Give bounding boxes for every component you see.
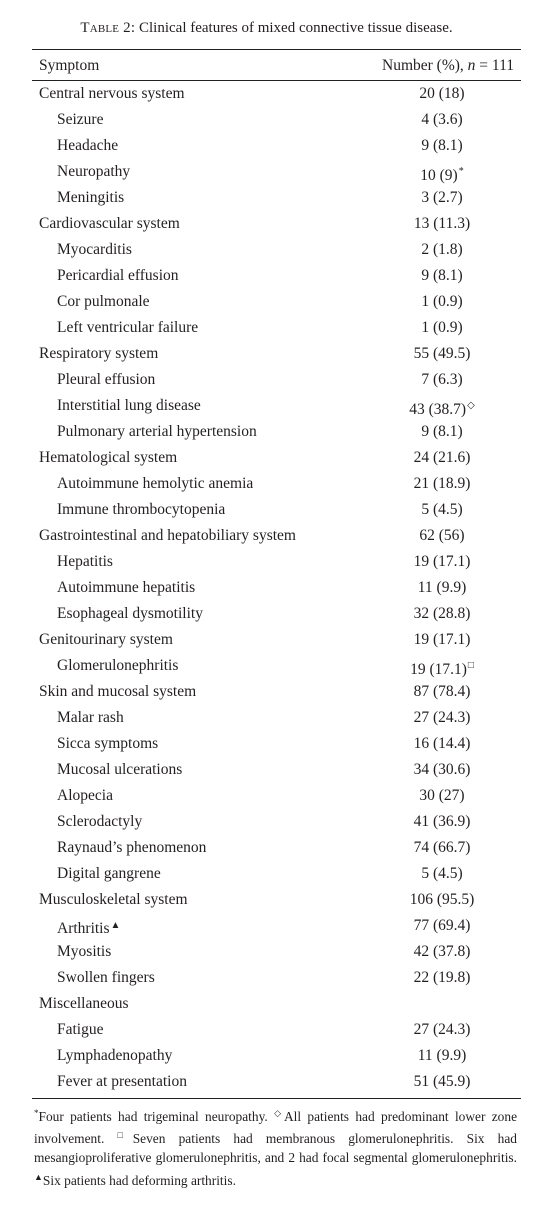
symptom-label: Autoimmune hemolytic anemia: [57, 475, 254, 492]
number-cell: [382, 81, 502, 107]
symptom-cell: [39, 81, 185, 107]
header-n-symbol: n: [467, 57, 476, 74]
table-row-subitem: [32, 263, 521, 289]
number-cell: [382, 1069, 502, 1095]
table-body: [32, 81, 521, 1095]
table-row-category: [32, 81, 521, 107]
symptom-cell: [57, 575, 195, 601]
number-value: 1 (0.9): [421, 293, 463, 310]
number-value: 10 (9): [420, 167, 458, 184]
symptom-cell: [57, 497, 225, 523]
number-cell: [382, 263, 502, 289]
symptom-label: Alopecia: [57, 787, 113, 804]
number-value: 62 (56): [419, 527, 465, 544]
symptom-label: Genitourinary system: [39, 631, 173, 648]
symptom-label: Sclerodactyly: [57, 813, 143, 830]
symptom-label: Fever at presentation: [57, 1073, 187, 1090]
footnote-star-text: Four patients had trigeminal neuropathy.: [38, 1109, 275, 1124]
number-cell: [382, 471, 502, 497]
footnote-triangle-mark: ▲: [34, 1171, 43, 1182]
number-cell: [382, 861, 502, 887]
number-cell: [382, 705, 502, 731]
number-value: 77 (69.4): [413, 917, 471, 934]
number-value: 41 (36.9): [413, 813, 471, 830]
number-value: 21 (18.9): [413, 475, 471, 492]
symptom-cell: [39, 523, 296, 549]
number-cell: [382, 523, 502, 549]
symptom-cell: [39, 887, 188, 913]
symptom-label: Cor pulmonale: [57, 293, 150, 310]
symptom-label: Hematological system: [39, 449, 178, 466]
number-value: 16 (14.4): [413, 735, 471, 752]
symptom-cell: [57, 939, 111, 965]
number-value: 7 (6.3): [421, 371, 463, 388]
symptom-cell: [57, 757, 182, 783]
number-cell: [382, 965, 502, 991]
symptom-label: Immune thrombocytopenia: [57, 501, 226, 518]
symptom-cell: [57, 133, 118, 159]
symptom-label: Miscellaneous: [39, 995, 129, 1012]
number-value: 5 (4.5): [421, 501, 463, 518]
symptom-cell: [57, 965, 155, 991]
table-row-category: [32, 211, 521, 237]
symptom-cell: [57, 1043, 172, 1069]
table-row-category: [32, 445, 521, 471]
number-cell: [382, 627, 502, 653]
number-value: 20 (18): [419, 85, 465, 102]
symptom-cell: [57, 237, 132, 263]
footnote-diamond-text: All patients had predominant lower zone involvement.: [34, 1109, 518, 1147]
table-caption: [0, 18, 533, 38]
table-row-subitem: [32, 861, 521, 887]
number-cell: [382, 497, 502, 523]
number-cell: [382, 211, 502, 237]
number-value: 87 (78.4): [413, 683, 471, 700]
symptom-label: Central nervous system: [39, 85, 185, 102]
symptom-cell: [57, 549, 113, 575]
symptom-label: Neuropathy: [57, 163, 131, 180]
number-value: 32 (28.8): [413, 605, 471, 622]
symptom-label: Digital gangrene: [57, 865, 161, 882]
footnote-ref-mark: ◇: [467, 400, 475, 411]
number-cell: [382, 809, 502, 835]
table-row-subitem: [32, 185, 521, 211]
footnote-ref-mark: □: [467, 660, 474, 671]
number-value: 5 (4.5): [421, 865, 463, 882]
number-cell: [382, 835, 502, 861]
symptom-cell: [57, 107, 103, 133]
symptom-label: Pericardial effusion: [57, 267, 179, 284]
number-cell: [382, 887, 502, 913]
number-cell: [382, 315, 502, 341]
symptom-label: Pleural effusion: [57, 371, 156, 388]
number-cell: [382, 185, 502, 211]
symptom-label: Esophageal dysmotility: [57, 605, 203, 622]
table-row-category: [32, 341, 521, 367]
number-value: 9 (8.1): [421, 267, 463, 284]
table-footnote: [34, 1104, 517, 1190]
number-value: 11 (9.9): [417, 1047, 467, 1064]
number-value: 27 (24.3): [413, 709, 471, 726]
symptom-cell: [57, 263, 179, 289]
number-cell: [382, 601, 502, 627]
table-title: Clinical features of mixed connective tissue disease.: [135, 20, 453, 36]
symptom-cell: [39, 341, 158, 367]
symptom-label: Myocarditis: [57, 241, 132, 258]
number-value: 27 (24.3): [413, 1021, 471, 1038]
number-cell: [382, 1017, 502, 1043]
number-cell: [382, 367, 502, 393]
table-row-subitem: [32, 757, 521, 783]
number-value: 51 (45.9): [413, 1073, 471, 1090]
number-value: 74 (66.7): [413, 839, 471, 856]
symptom-label: Myositis: [57, 943, 112, 960]
symptom-cell: [57, 601, 203, 627]
symptom-cell: [57, 835, 206, 861]
header-number: [382, 54, 514, 78]
table-row-subitem: [32, 965, 521, 991]
table-row-subitem: [32, 705, 521, 731]
symptom-label: Mucosal ulcerations: [57, 761, 183, 778]
symptom-cell: [57, 913, 120, 942]
number-value: 55 (49.5): [413, 345, 471, 362]
table-row-subitem: [32, 497, 521, 523]
symptom-cell: [57, 653, 178, 679]
table-row-subitem: [32, 835, 521, 861]
symptom-label: Arthritis: [57, 920, 110, 937]
number-cell: [382, 939, 502, 965]
number-cell: [382, 237, 502, 263]
table-row-subitem: [32, 783, 521, 809]
table-top-rule: [32, 49, 521, 50]
symptom-cell: [57, 185, 124, 211]
footnote-ref-mark: *: [458, 166, 464, 177]
table-header: [32, 54, 521, 78]
symptom-cell: [57, 731, 158, 757]
number-value: 11 (9.9): [417, 579, 467, 596]
number-value: 30 (27): [419, 787, 465, 804]
symptom-cell: [39, 211, 180, 237]
symptom-cell: [57, 705, 124, 731]
footnote-square-text: Seven patients had membranous glomerulonephritis. Six had mesangioproliferative glomerulonephritis, and 2 had focal segmental glomerulonephritis.: [34, 1131, 517, 1166]
symptom-label: Autoimmune hepatitis: [57, 579, 196, 596]
header-symptom: Symptom: [39, 57, 100, 74]
header-n-value: = 111: [475, 57, 514, 74]
table-row-subitem: [32, 1017, 521, 1043]
symptom-label: Skin and mucosal system: [39, 683, 197, 700]
footnote-triangle-text: Six patients had deforming arthritis.: [42, 1172, 236, 1188]
number-value: 19 (17.1): [410, 661, 467, 678]
symptom-cell: [57, 367, 155, 393]
table-row-subitem: [32, 575, 521, 601]
table-row-category: [32, 991, 521, 1017]
number-cell: [382, 731, 502, 757]
number-value: 4 (3.6): [421, 111, 463, 128]
number-cell: [382, 341, 502, 367]
footnote-square-mark: □: [117, 1130, 133, 1141]
symptom-label: Malar rash: [57, 709, 124, 726]
number-value: 19 (17.1): [413, 553, 471, 570]
number-cell: [382, 757, 502, 783]
symptom-cell: [57, 809, 142, 835]
symptom-label: Raynaud’s phenomenon: [57, 839, 207, 856]
symptom-label: Swollen fingers: [57, 969, 155, 986]
symptom-label: Seizure: [57, 111, 104, 128]
symptom-label: Meningitis: [57, 189, 125, 206]
table-row-subitem: [32, 237, 521, 263]
table-row-subitem: [32, 471, 521, 497]
number-value: 9 (8.1): [421, 137, 463, 154]
number-cell: [382, 575, 502, 601]
number-value: 106 (95.5): [409, 891, 475, 908]
symptom-label: Pulmonary arterial hypertension: [57, 423, 257, 440]
table-bottom-rule: [32, 1098, 521, 1099]
symptom-cell: [57, 861, 161, 887]
table-row-category: [32, 679, 521, 705]
table-row-subitem: [32, 731, 521, 757]
symptom-cell: [57, 783, 113, 809]
table-row-subitem: [32, 549, 521, 575]
table-row-subitem: [32, 367, 521, 393]
footnote-star-mark: *: [34, 1108, 39, 1118]
number-cell: [382, 107, 502, 133]
symptom-cell: [57, 1017, 104, 1043]
table-row-subitem: [32, 601, 521, 627]
symptom-label: Hepatitis: [57, 553, 113, 570]
symptom-cell: [39, 445, 177, 471]
symptom-label: Headache: [57, 137, 119, 154]
number-value: 3 (2.7): [421, 189, 463, 206]
number-value: 34 (30.6): [413, 761, 471, 778]
symptom-label: Left ventricular failure: [57, 319, 199, 336]
table-row-subitem: [32, 1069, 521, 1095]
symptom-cell: [39, 679, 196, 705]
table-row-subitem: [32, 107, 521, 133]
symptom-label: Respiratory system: [39, 345, 159, 362]
number-value: 43 (38.7): [409, 401, 467, 418]
symptom-label: Musculoskeletal system: [39, 891, 188, 908]
number-value: 1 (0.9): [421, 319, 463, 336]
symptom-cell: [57, 471, 253, 497]
number-value: 24 (21.6): [413, 449, 471, 466]
table-row-subitem: [32, 1043, 521, 1069]
table-row-subitem: [32, 393, 521, 419]
symptom-cell: [39, 991, 129, 1017]
table-row-subitem: [32, 913, 521, 939]
number-value: 9 (8.1): [421, 423, 463, 440]
symptom-label: Sicca symptoms: [57, 735, 159, 752]
symptom-label: Gastrointestinal and hepatobiliary system: [39, 527, 296, 544]
table-row-subitem: [32, 289, 521, 315]
number-value: 13 (11.3): [413, 215, 471, 232]
symptom-cell: [57, 419, 257, 445]
symptom-cell: [57, 393, 201, 419]
number-cell: [382, 133, 502, 159]
table-row-subitem: [32, 809, 521, 835]
table-row-category: [32, 887, 521, 913]
number-cell: [382, 445, 502, 471]
header-number-prefix: Number (%),: [382, 57, 468, 74]
number-cell: [382, 679, 502, 705]
table-row-subitem: [32, 315, 521, 341]
symptom-cell: [39, 627, 173, 653]
table-row-category: [32, 627, 521, 653]
number-cell: [382, 289, 502, 315]
number-cell: [382, 419, 502, 445]
number-cell: [382, 913, 502, 939]
number-value: 2 (1.8): [421, 241, 463, 258]
table-row-subitem: [32, 133, 521, 159]
table-row-subitem: [32, 653, 521, 679]
symptom-label: Cardiovascular system: [39, 215, 180, 232]
number-cell: [382, 1043, 502, 1069]
symptom-cell: [57, 159, 130, 185]
number-value: 42 (37.8): [413, 943, 471, 960]
symptom-label: Fatigue: [57, 1021, 104, 1038]
symptom-cell: [57, 1069, 187, 1095]
symptom-cell: [57, 289, 150, 315]
symptom-label: Interstitial lung disease: [57, 397, 201, 414]
table-row-category: [32, 523, 521, 549]
number-value: 19 (17.1): [413, 631, 471, 648]
table-label: Table 2:: [80, 20, 136, 36]
table-row-subitem: [32, 159, 521, 185]
table-row-subitem: [32, 419, 521, 445]
symptom-label: Lymphadenopathy: [57, 1047, 173, 1064]
table-row-subitem: [32, 939, 521, 965]
number-cell: [382, 783, 502, 809]
number-value: 22 (19.8): [413, 969, 471, 986]
symptom-label: Glomerulonephritis: [57, 657, 179, 674]
footnote-ref-mark: ▲: [110, 920, 121, 931]
footnote-diamond-mark: ◇: [274, 1108, 284, 1118]
number-cell: [382, 549, 502, 575]
symptom-cell: [57, 315, 198, 341]
